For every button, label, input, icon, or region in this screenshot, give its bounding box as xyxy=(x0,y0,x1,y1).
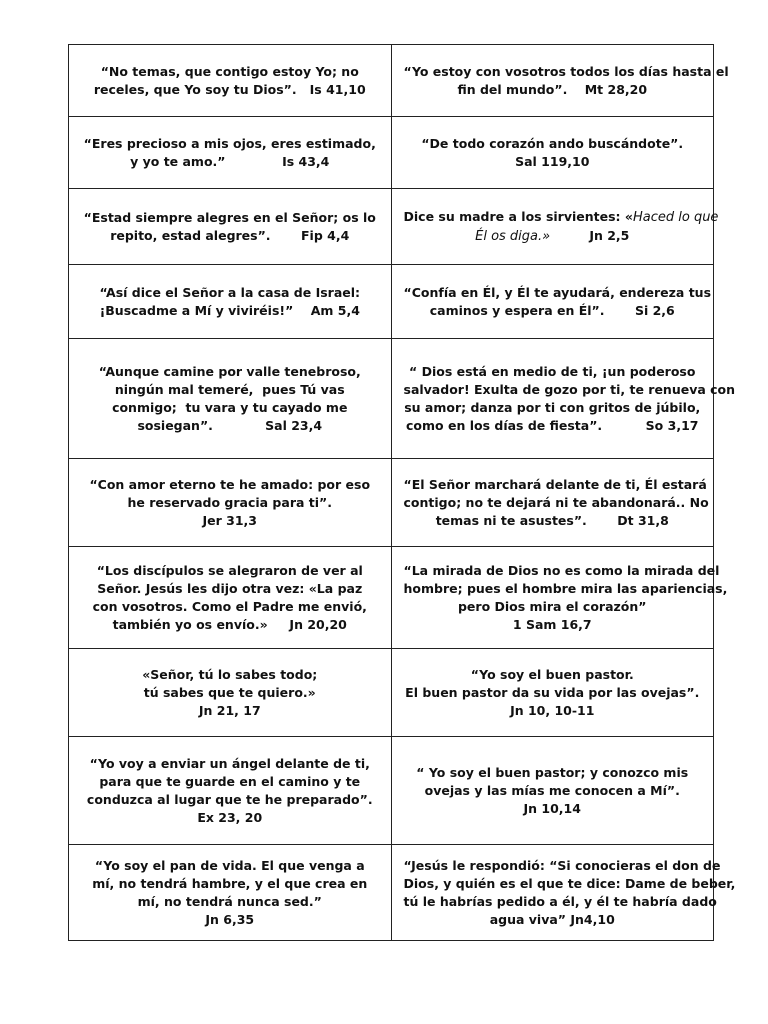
verse-line: tú sabes que te quiero.» xyxy=(143,684,316,700)
verse-line: “Yo voy a enviar un ángel delante de ti, xyxy=(89,755,370,771)
verse-line: temas ni te asustes”. Dt 31,8 xyxy=(435,512,669,528)
card-row xyxy=(69,547,714,649)
verse-line: su amor; danza por ti con gritos de júbilo, xyxy=(404,399,701,415)
verse-line: “Estad siempre alegres en el Señor; os lo xyxy=(83,209,376,225)
verse-card xyxy=(391,339,736,459)
card-row xyxy=(69,845,714,941)
verse-line: caminos y espera en Él”. Si 2,6 xyxy=(429,302,675,318)
card-row xyxy=(69,189,714,265)
verse-line: “Confía en Él, y Él te ayudará, endereza tus xyxy=(403,284,712,300)
verse-card xyxy=(69,737,392,845)
verse-line: también yo os envío.» Jn 20,20 xyxy=(112,616,347,632)
verse-line: como en los días de fiesta”. So 3,17 xyxy=(406,417,699,433)
verse-line: Jn 21, 17 xyxy=(198,702,261,718)
verse-card xyxy=(391,459,714,547)
verse-line: conduzca al lugar que te he preparado”. xyxy=(86,791,373,807)
verse-line xyxy=(404,227,702,246)
verse-line: contigo; no te dejará ni te abandonará.. No xyxy=(403,494,709,510)
card-row xyxy=(69,649,714,737)
verse-line: El buen pastor da su vida por las ovejas”. xyxy=(405,684,700,700)
verse-line: “Yo soy el buen pastor. xyxy=(470,666,634,682)
verse-line: mí, no tendrá hambre, y el que crea en xyxy=(92,875,368,891)
verse-line: “No temas, que contigo estoy Yo; no xyxy=(100,63,359,79)
verse-line: ningún mal temeré, pues Tú vas xyxy=(114,381,345,397)
verse-line: Sal 119,10 xyxy=(515,153,590,169)
verse-line: Jn 10, 10-11 xyxy=(510,702,595,718)
verse-line: “De todo corazón ando buscándote”. xyxy=(421,135,684,151)
card-row xyxy=(69,45,714,117)
verse-line: 1 Sam 16,7 xyxy=(512,616,592,632)
verse-line: “Aunque camine por valle tenebroso, xyxy=(98,363,361,379)
verse-italic-text: Haced lo que xyxy=(632,209,719,225)
verse-text: Dice su madre a los sirvientes: « xyxy=(403,208,633,224)
verse-line xyxy=(403,208,719,227)
verse-line: “Eres precioso a mis ojos, eres estimado, xyxy=(83,135,376,151)
verse-card xyxy=(391,737,714,845)
card-row xyxy=(69,339,714,459)
verse-line: Jer 31,3 xyxy=(202,512,257,528)
verse-card xyxy=(391,265,714,339)
card-row xyxy=(69,265,714,339)
card-row xyxy=(69,737,714,845)
verse-card xyxy=(69,845,392,941)
verse-line: Jn 6,35 xyxy=(205,911,255,927)
verse-line: sosiegan”. Sal 23,4 xyxy=(137,417,323,433)
verse-card xyxy=(69,339,392,459)
verse-line: con vosotros. Como el Padre me envió, xyxy=(92,598,367,614)
verse-card xyxy=(391,845,736,941)
verse-reference: Jn 2,5 xyxy=(550,227,630,243)
verse-line: «Señor, tú lo sabes todo; xyxy=(142,666,318,682)
verse-line: ovejas y las mías me conocen a Mí”. xyxy=(424,782,680,798)
verse-line: ¡Buscadme a Mí y viviréis!” Am 5,4 xyxy=(99,302,360,318)
verse-card-sheet xyxy=(68,44,736,941)
verse-line: “El Señor marchará delante de ti, Él estará xyxy=(403,476,707,492)
verse-card-grid xyxy=(68,44,736,941)
verse-line: fin del mundo”. Mt 28,20 xyxy=(457,81,648,97)
verse-card xyxy=(69,265,392,339)
verse-line: mí, no tendrá nunca sed.” xyxy=(137,893,322,909)
verse-line: repito, estad alegres”. Fip 4,4 xyxy=(110,227,350,243)
verse-line: y yo te amo.” Is 43,4 xyxy=(130,153,330,169)
verse-line: agua viva” Jn4,10 xyxy=(489,911,615,927)
verse-line: “Yo estoy con vosotros todos los días hasta el xyxy=(403,63,729,79)
card-row xyxy=(69,459,714,547)
verse-line: he reservado gracia para ti”. xyxy=(127,494,332,510)
verse-card xyxy=(69,117,392,189)
verse-card xyxy=(69,189,392,265)
verse-card xyxy=(69,547,392,649)
verse-italic-text: Él os diga.» xyxy=(475,228,551,244)
verse-card xyxy=(69,45,392,117)
verse-card xyxy=(391,649,714,737)
verse-line: Jn 10,14 xyxy=(523,800,581,816)
verse-card xyxy=(391,547,728,649)
verse-line: para que te guarde en el camino y te xyxy=(99,773,361,789)
verse-line: salvador! Exulta de gozo por ti, te renueva con xyxy=(403,381,736,397)
verse-card xyxy=(391,189,719,265)
verse-card xyxy=(391,45,729,117)
verse-line: “Los discípulos se alegraron de ver al xyxy=(96,562,363,578)
verse-line: conmigo; tu vara y tu cayado me xyxy=(112,399,348,415)
verse-line: “Así dice el Señor a la casa de Israel: xyxy=(99,284,361,300)
verse-line: “ Dios está en medio de ti, ¡un poderoso xyxy=(409,363,696,379)
card-row xyxy=(69,117,714,189)
verse-line: “Con amor eterno te he amado: por eso xyxy=(89,476,371,492)
verse-line: “Jesús le respondió: “Si conocieras el don de xyxy=(403,857,721,873)
verse-line: Dios, y quién es el que te dice: Dame de beber, xyxy=(403,875,736,891)
verse-line: “La mirada de Dios no es como la mirada del xyxy=(403,562,720,578)
verse-line: Señor. Jesús les dijo otra vez: «La paz xyxy=(97,580,363,596)
verse-line: receles, que Yo soy tu Dios”. Is 41,10 xyxy=(93,81,366,97)
verse-card xyxy=(69,649,392,737)
verse-line: tú le habrías pedido a él, y él te habría dado xyxy=(403,893,717,909)
verse-line: “Yo soy el pan de vida. El que venga a xyxy=(94,857,365,873)
verse-line: “ Yo soy el buen pastor; y conozco mis xyxy=(416,764,689,780)
verse-line: hombre; pues el hombre mira las apariencias, xyxy=(403,580,728,596)
verse-line: Ex 23, 20 xyxy=(197,809,263,825)
verse-card xyxy=(69,459,392,547)
verse-line: pero Dios mira el corazón” xyxy=(457,598,647,614)
verse-card xyxy=(391,117,714,189)
